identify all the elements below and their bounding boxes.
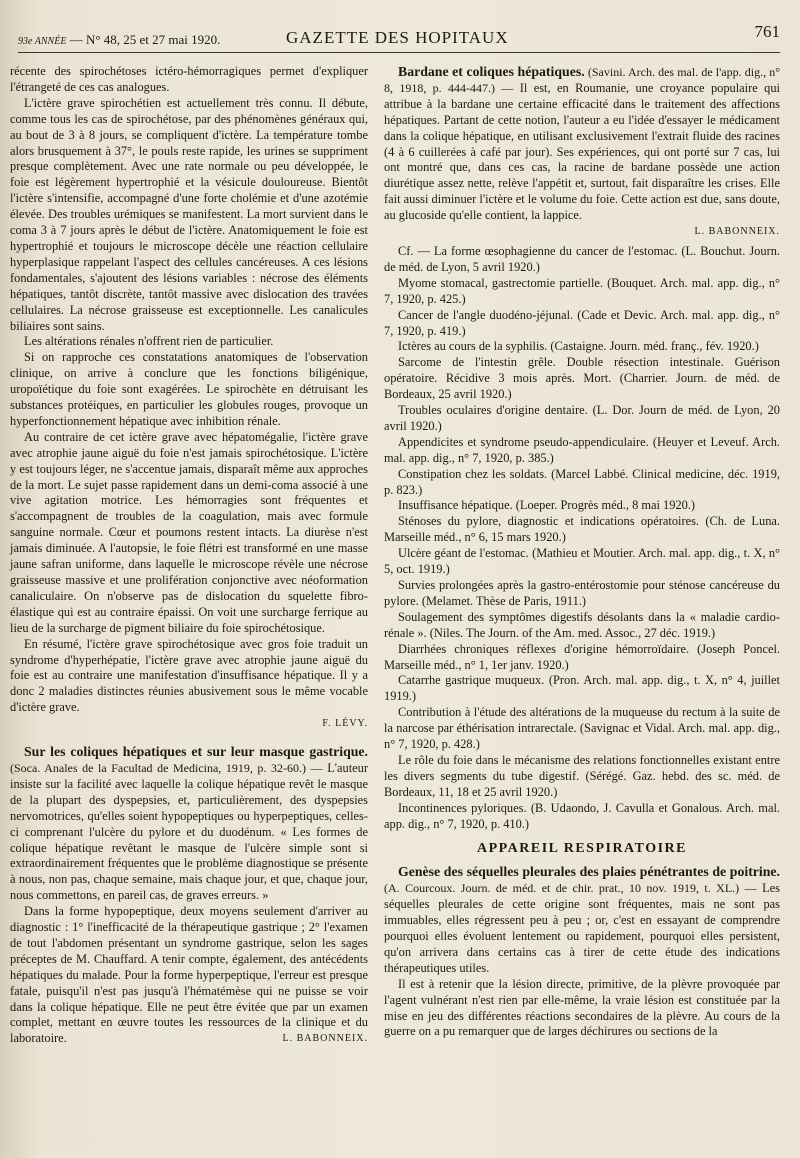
issue-number: — N° 48, 25 et 27 mai 1920. (69, 32, 221, 47)
reference-item: Ulcère géant de l'estomac. (Mathieu et Moutier. Arch. mal. app. dig., t. X, n° 5, oct. 1919.) (384, 546, 780, 577)
reference-item: Le rôle du foie dans le mécanisme des relations fonctionnelles existant entre les divers segments du tube digestif. (Sérégé. Gaz. hebd. des sc. méd. de Bordeaux, 11, 18 et 25 avril 1920.) (384, 752, 780, 799)
reference-item: Ictères au cours de la syphilis. (Castaigne. Journ. méd. franç., fév. 1920.) (398, 339, 759, 354)
paragraph: Les altérations rénales n'offrent rien de particulier. (24, 334, 274, 349)
paragraph (10, 904, 368, 1047)
reference-item: Catarrhe gastrique muqueux. (Pron. Arch. mal. app. dig., t. X, n° 4, juillet 1919.) (384, 673, 780, 704)
paragraph-text: Dans la forme hypopeptique, deux moyens seulement d'arriver au diagnostic : 1° l'inefficacité de la thérapeutique gastrique ; 2° l'examen de tout l'abdomen présentant un syndrome gastrique, selon les sages préceptes de M. Chauffard. A tenir compte, également, des antécédents hépatiques du malade. Pour la forme hyperpeptique, l'erreur est presque fatale, puisqu'il n'est pas jusqu'à l'hématémèse qui ne puisse se voir dans la colique hépatique. Elle ne peut être évitée que par un examen complet, mettant en œuvre toutes les ressources de la clinique et du laboratoire. (10, 904, 368, 1046)
paragraph: L'ictère grave spirochétien est actuellement très connu. Il débute, comme tous les cas de spirochétose, par des phénomènes généraux qui, au bout de 3 à 8 jours, se compliquent d'ictère. La température tombe alors brusquement à 37°, le pouls reste rapide, les urines se suppriment presque complètement. Avec une rate normale ou peu développée, le foie est légèrement hypertrophié et la vésicule douloureuse. Bientôt l'ictère s'intensifie, accompagné d'une forte cholémie et d'une azotémie élevée. Des troubles urémiques se manifestent. La mort survient dans le coma 3 à 7 jours après le début de l'ictère. Anatomiquement le foie est hypertrophié et toujours le microscope décèle une réaction cellulaire hyperplasique rappelant l'aspect des cellules cancéreuses. A ces lésions fondamentales, s'ajoutent des lésions variables : nécrose des éléments hépatiques, tantôt discrète, tantôt massive avec dislocation des travées cellulaires. La nécrose graisseuse est exceptionnelle. Les canalicules biliaires sont sains. (10, 95, 368, 333)
signature: L. BABONNEIX. (282, 1033, 368, 1045)
article-title: Bardane et coliques hépatiques. (398, 64, 585, 79)
reference-item: Troubles oculaires d'origine dentaire. (L. Dor. Journ de méd. de Lyon, 20 avril 1920.) (384, 403, 780, 433)
paragraph: Il est à retenir que la lésion directe, primitive, de la plèvre provoquée par l'agent vulnérant n'est rien par elle-même, la vraie lésion est constituée par la mise en jeu des différentes réactions secondaires de la plèvre. Au cours de la guerre on a pu remarquer que de larges déchirures ou sections de la (384, 976, 780, 1039)
page-number: 761 (754, 22, 780, 41)
paragraph: Au contraire de cet ictère grave avec hépatomégalie, l'ictère grave avec atrophie jaune aiguë du foie n'est jamais spirochétosique. L'ictère y est toujours léger, ne s'accentue jamais, disparaît même aux approches de la mort. Le sujet passe rapidement dans un demi-coma associé à une vive agitation motrice. Les hémorragies sont fréquentes et s'accompagnent de troubles de la coagulation, mais avec formule sanguine normale. Cœur et poumons restent intacts. La diurèse n'est jamais diminuée. A l'autopsie, le foie flétri est transformé en une masse jaune safran uniforme, dans laquelle le microscope révèle une nécrose graisseuse massive et une prolifération conjonctive avec néoformation canaliculaire. On n'observe pas de dislocation du squelette fibro-élastique qui est au contraire épaissi. On voit une surcharge ferrique au lieu de la surcharge de pigment biliaire du foie spirochétosique. (10, 429, 368, 635)
article-title: Sur les coliques hépatiques et sur leur masque gastrique. (24, 744, 368, 760)
article-lead (384, 64, 780, 224)
reference-item: Survies prolongées après la gastro-entérostomie pour sténose cancéreuse du pylore. (Melamet. Thèse de Paris, 1911.) (384, 578, 780, 608)
reference-item: Contribution à l'étude des altérations de la muqueuse du rectum à la suite de la narcose par éthérisation intrarectale. (Savignac et Vidal. Arch. mal. app. dig., n° 7, 1920, p. 428.) (384, 705, 780, 752)
paragraph: L'auteur insiste sur la facilité avec laquelle la colique hépatique revêt le masque de la plupart des dyspepsies, et, particulièrement, des dyspepsies nervomotrices, qu'elles soient hypopeptiques ou hyperpeptiques, celles-ci comprenant l'ulcère du pylore et du duodénum. « Les formes de colique hépatique revêtant le masque de l'ulcère simple sont si extraordinairement fréquentes que le problème diagnostique se présente à nous, non pas, chaque semaine, mais chaque jour, et que, chaque jour, nous commettons, en pareil cas, de graves erreurs. » (10, 760, 368, 903)
paragraph: Les séquelles pleurales de cette origine sont fréquentes, mais ne sont pas immuables, elles régressent peu à peu ; or, c'est en essayant de comprendre pourquoi elles évoluent lentement ou rapidement, pourquoi elles persistent, qu'on arrivera dans certains cas à tirer de cette étude des indications thérapeutiques utiles. (384, 881, 780, 975)
right-column (384, 64, 780, 1040)
left-column (10, 64, 368, 1047)
paragraph: Si on rapproche ces constatations anatomiques de l'observation clinique, on arrive à conclure que les fonctions biligénique, uropoïétique du foie sont exagérées. Le spirochète en détruisant les substances protéiques, en particulier les globules rouges, provoque un hyperfonctionnement hépatique avec inhibition rénale. (10, 350, 368, 428)
reference-item: Sténoses du pylore, diagnostic et indications opératoires. (Ch. de Luna. Marseille méd., n° 6, 15 mars 1920.) (384, 514, 780, 545)
reference-item: Myome stomacal, gastrectomie partielle. (Bouquet. Arch. mal. app. dig., n° 7, 1920, p. 425.) (384, 275, 780, 306)
signature: F. LÉVY. (322, 718, 368, 730)
journal-title: GAZETTE DES HOPITAUX (286, 28, 509, 47)
reference-item: Cancer de l'angle duodéno-jéjunal. (Cade et Devic. Arch. mal. app. dig., n° 7, 1920, p. 419.) (384, 307, 780, 338)
reference-item: Incontinences pyloriques. (B. Udaondo, J. Cavulla et Gonalous. Arch. mal. app. dig., n° 7, 1920, p. 410.) (384, 800, 780, 831)
signature: L. BABONNEIX. (694, 226, 780, 238)
reference-item: Soulagement des symptômes digestifs désolants dans la « maladie cardio-rénale ». (Niles. The Journ. of the Am. med. Assoc., 27 déc. 1919.) (384, 609, 780, 640)
paragraph: récente des spirochétoses ictéro-hémorragiques permet d'expliquer l'étrangeté de ces cas analogues. (10, 64, 368, 94)
article-lead (384, 864, 780, 976)
paragraph: Il est, en Roumanie, une croyance populaire qui attribue à la bardane une certaine efficacité dans le traitement des affections hépatiques. Partant de cette notion, l'auteur a eu l'idée d'essayer le médicament dans la colique hépatique, en utilisant exclusivement l'extrait fluide des racines (4 à 6 cuillerées à café par jour). Ses expériences, qui ont porté sur 7 cas, lui ont montré que, dans ces cas, la racine de bardane possède une action diurétique assez nette, relève l'appétit et, surtout, fait disparaître les crises. Elle fait aussi diminuer l'ictère et le volume du foie. Cette action est due, sans doute, au glucoside qu'elle contient, la lappice. (384, 80, 780, 223)
year-label: 93e ANNÉE (18, 36, 67, 47)
reference-item: Appendicites et syndrome pseudo-appendiculaire. (Heuyer et Leveuf. Arch. mal. app. dig., n° 7, 1920, p. 385.) (384, 434, 780, 465)
reference-item: Insuffisance hépatique. (Loeper. Progrès méd., 8 mai 1920.) (398, 498, 696, 513)
article-lead (10, 744, 368, 904)
paragraph: En résumé, l'ictère grave spirochétosique avec gros foie traduit un syndrome d'hyperhépatie, l'ictère grave avec atrophie jaune aiguë du foie est au contraire une manifestation d'insuffisance hépatique. Il y a donc 2 maladies distinctes réunies abusivement sous le même vocable d'ictère grave. (10, 636, 368, 715)
article-reference: (Soca. Anales de la Facultad de Medicina, 1919, p. 32-60.) — (10, 760, 323, 775)
reference-list (384, 244, 780, 833)
section-heading: APPAREIL RESPIRATOIRE (476, 840, 688, 856)
article-reference: (A. Courcoux. Journ. de méd. et de chir. prat., 10 nov. 1919, t. XL.) — (384, 881, 757, 896)
issue-line (18, 32, 220, 48)
reference-item: Constipation chez les soldats. (Marcel Labbé. Clinical medicine, déc. 1919, p. 823.) (384, 466, 780, 497)
reference-item: Cf. — La forme œsophagienne du cancer de l'estomac. (L. Bouchut. Journ. de méd. de Lyon, 5 avril 1920.) (384, 243, 780, 274)
page-header (18, 18, 780, 53)
reference-item: Diarrhées chroniques réflexes d'origine hémorroïdaire. (Joseph Poncel. Marseille méd., n° 1, 1er janv. 1920.) (384, 641, 780, 672)
article-title: Genèse des séquelles pleurales des plaies pénétrantes de poitrine. (398, 864, 780, 880)
article-reference: (Savini. Arch. des mal. de l'app. dig., n° 8, 1918, p. 444-447.) — (384, 65, 780, 95)
reference-item: Sarcome de l'intestin grêle. Double résection intestinale. Guérison opératoire. Récidive 3 mois après. Mort. (Charrier. Journ. de méd. de Bordeaux, 25 avril 1920.) (384, 355, 780, 402)
